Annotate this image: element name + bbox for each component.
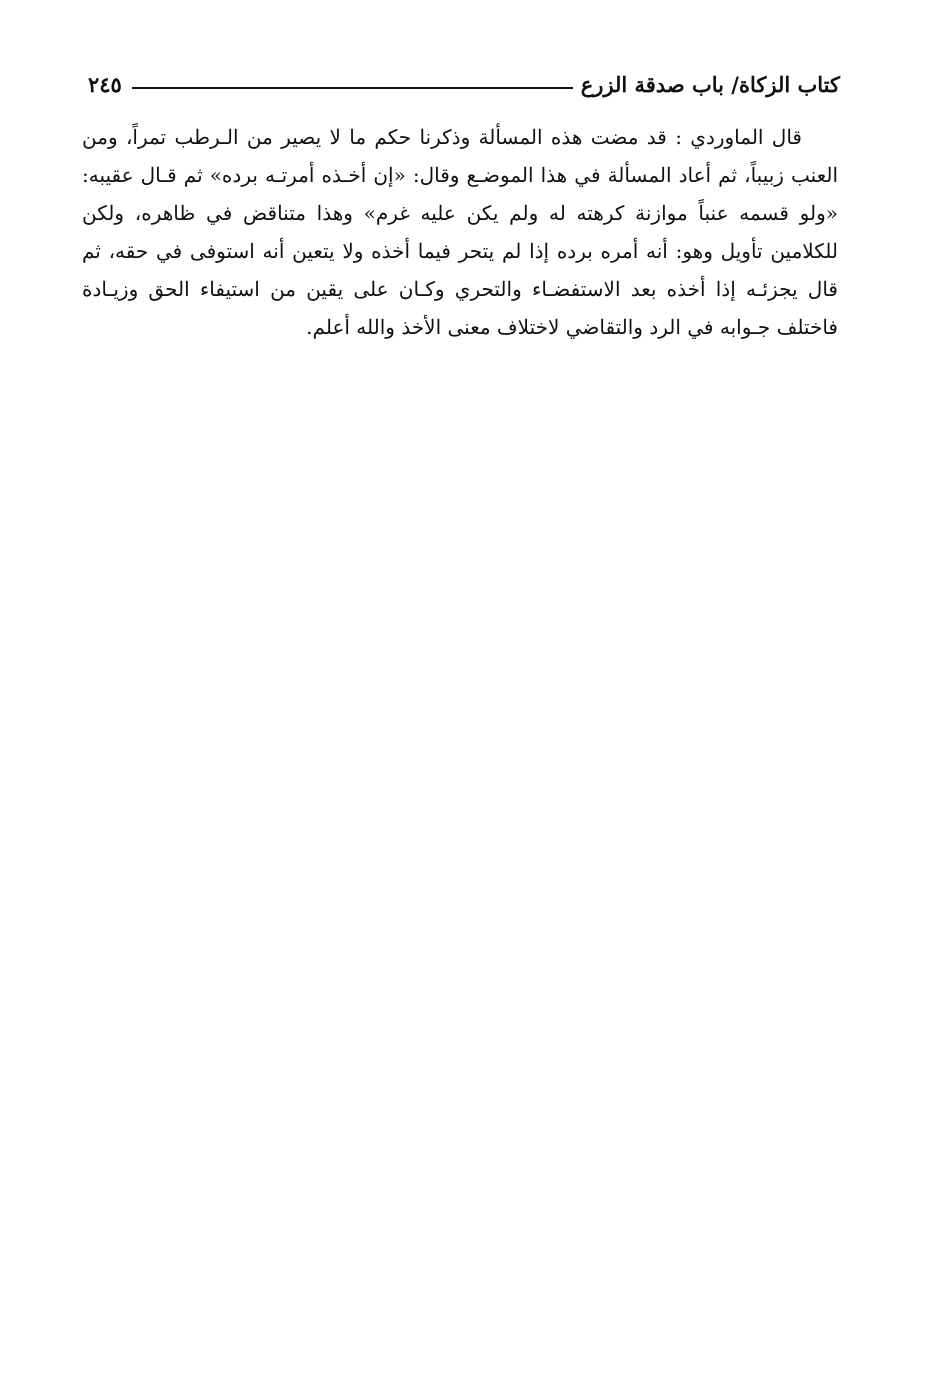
page-header bbox=[88, 66, 840, 102]
header-rule bbox=[132, 87, 573, 89]
page-number: ٢٤٥ bbox=[88, 71, 122, 97]
running-title: كتاب الزكاة/ باب صدقة الزرع bbox=[580, 71, 840, 97]
body-text bbox=[82, 118, 838, 346]
paragraph: قال الماوردي : قد مضت هذه المسألة وذكرنا حكم ما لا يصير من الـرطب تمراً، ومن العنب زبيباً، ثم أعاد المسألة في هذا الموضـع وقال: «إن أخـذه أمرتـه برده» ثم قـال عقيبه: «ولو قسمه عنباً موازنة كرهته له ولم يكن عليه غرم» وهذا متناقض في ظاهره، ولكن للكلامين تأويل وهو: أنه أمره برده إذا لم يتحر فيما أخذه ولا يتعين أنه استوفى في حقه، ثم قال يجزئـه إذا أخذه بعد الاستفضـاء والتحري وكـان على يقين من استيفاء الحق وزيـادة فاختلف جـوابه في الرد والتقاضي لاختلاف معنى الأخذ والله أعلم. bbox=[82, 125, 838, 339]
